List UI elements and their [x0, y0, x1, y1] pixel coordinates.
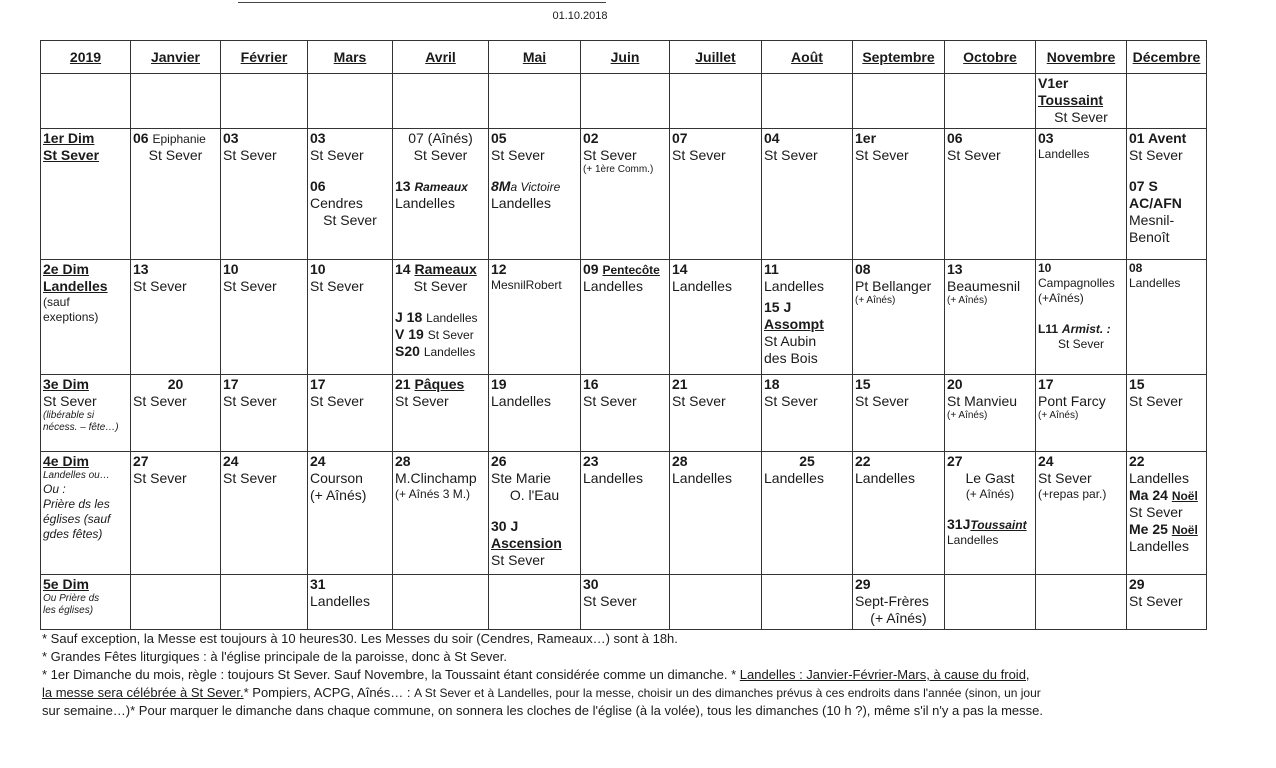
- top-rule: [238, 2, 606, 3]
- table-cell: [670, 260, 762, 375]
- table-cell: [853, 375, 945, 452]
- cell-text: 03: [310, 130, 326, 146]
- header-row: [41, 41, 1207, 74]
- cell-text: St Sever: [413, 147, 468, 163]
- cell-text: 31: [310, 576, 326, 592]
- cell-text: St Manvieu: [947, 393, 1018, 409]
- cell-text: 3e Dim: [43, 376, 89, 392]
- cell-text: Landelles: [395, 195, 455, 211]
- cell-text: 5e Dim: [43, 576, 89, 592]
- table-cell: [853, 575, 945, 630]
- cell-text: Pentecôte: [602, 263, 660, 277]
- table-row: [41, 375, 1207, 452]
- footnote-line: sur semaine…)* Pour marquer le dimanche dans chaque commune, on sonnera les cloches de l'église (à la volée), tous les dimanches (10 h ?), même s'il n'y a pas la messe.: [42, 703, 1043, 718]
- cell-text: 26: [491, 453, 507, 469]
- cell-text: Prière ds les: [43, 497, 110, 511]
- cell-text: Campagnolles: [1038, 276, 1115, 290]
- cell-text: St Sever: [583, 393, 637, 409]
- table-cell: [762, 129, 853, 260]
- table-cell: [670, 129, 762, 260]
- cell-text: Assompt: [764, 316, 824, 332]
- cell-text: églises (sauf: [43, 512, 111, 526]
- cell-text: 22: [1129, 453, 1145, 469]
- table-row: [41, 260, 1207, 375]
- cell-text: Sept-Frères: [855, 593, 929, 609]
- cell-text: St Sever: [764, 147, 818, 163]
- cell-text: St Sever: [1129, 504, 1183, 520]
- footnote-line: * Grandes Fêtes liturgiques : à l'église principale de la paroisse, donc à St Sever.: [42, 649, 507, 664]
- table-cell: [1127, 375, 1207, 452]
- cell-text: 15: [1129, 376, 1145, 392]
- cell-text: Landelles: [583, 278, 643, 294]
- table-cell: [131, 452, 221, 575]
- table-cell: [393, 575, 489, 630]
- cell-text: St Sever: [764, 393, 818, 409]
- cell-text: (+repas par.): [1038, 487, 1107, 501]
- cell-text: 24: [1038, 453, 1054, 469]
- table-cell: [393, 74, 489, 129]
- table-cell: [945, 129, 1036, 260]
- cell-text: 27: [947, 453, 963, 469]
- cell-text: Epiphanie: [152, 132, 206, 146]
- cell-text: Pâques: [414, 376, 465, 392]
- cell-text: Rameaux: [414, 180, 468, 194]
- cell-text: 08: [855, 261, 871, 277]
- cell-text: 28: [672, 453, 688, 469]
- cell-text: Landelles ou…: [43, 470, 110, 481]
- cell-text: Benoît: [1129, 229, 1170, 245]
- month-header: Septembre: [853, 41, 945, 74]
- cell-text: St Sever: [133, 393, 187, 409]
- cell-text: Le Gast: [965, 470, 1015, 486]
- month-header: Octobre: [945, 41, 1036, 74]
- cell-text: St Sever: [223, 470, 277, 486]
- cell-text: 07 S: [1129, 178, 1158, 194]
- cell-text: St Sever: [1054, 109, 1108, 125]
- table-cell: [489, 575, 581, 630]
- table-cell: [853, 260, 945, 375]
- table-cell: [1127, 129, 1207, 260]
- cell-text: St Sever: [427, 328, 474, 342]
- cell-text: Landelles: [43, 278, 108, 294]
- table-cell: [308, 260, 393, 375]
- row-label: [41, 575, 131, 630]
- cell-text: (+ Aînés 3 M.): [395, 487, 471, 501]
- cell-text: St Aubin: [764, 333, 817, 349]
- mass-calendar-table: [40, 40, 1207, 630]
- table-cell: [489, 129, 581, 260]
- cell-text: St Sever: [223, 393, 277, 409]
- table-cell: [945, 452, 1036, 575]
- cell-text: St Sever: [1129, 147, 1183, 163]
- cell-text: St Sever: [583, 593, 637, 609]
- table-cell: [762, 74, 853, 129]
- table-cell: [131, 260, 221, 375]
- cell-text: 15: [855, 376, 871, 392]
- cell-text: Landelles: [764, 470, 824, 486]
- cell-text: St Sever: [583, 147, 637, 163]
- cell-text: 25: [799, 453, 815, 469]
- cell-text: St Sever: [395, 393, 449, 409]
- cell-text: St Sever: [855, 393, 909, 409]
- cell-text: (+ 1ère Comm.): [583, 164, 654, 175]
- cell-text: 15 J: [764, 299, 792, 315]
- table-cell: [221, 575, 308, 630]
- cell-text: 17: [310, 376, 326, 392]
- table-cell: [1036, 260, 1127, 375]
- table-cell: [221, 452, 308, 575]
- cell-text: St Sever: [855, 147, 909, 163]
- cell-text: (+ Aînés): [965, 487, 1015, 501]
- cell-text: St Sever: [1129, 593, 1183, 609]
- table-cell: [131, 375, 221, 452]
- cell-text: St Sever: [43, 393, 97, 409]
- cell-text: Rameaux: [414, 261, 477, 277]
- cell-text: Landelles: [310, 593, 370, 609]
- table-cell: [393, 452, 489, 575]
- cell-text: Ma 24: [1129, 487, 1168, 503]
- footnote-line: * Sauf exception, la Messe est toujours à 10 heures30. Les Messes du soir (Cendres, Rameaux…) sont à 18h.: [42, 631, 678, 646]
- cell-text: Noël: [1171, 489, 1198, 503]
- cell-text: Landelles: [491, 393, 551, 409]
- cell-text: St Sever: [310, 278, 364, 294]
- table-cell: [581, 129, 670, 260]
- table-cell: [762, 375, 853, 452]
- footnote-line: [42, 666, 1242, 684]
- footnote-text: Landelles : Janvier-Février-Mars, à cause du froid,: [739, 667, 1030, 682]
- table-cell: [489, 452, 581, 575]
- cell-text: 02: [583, 130, 599, 146]
- cell-text: Ou :: [43, 482, 66, 496]
- month-header: Janvier: [131, 41, 221, 74]
- cell-text: (+ Aînés): [1038, 410, 1079, 421]
- month-header: Mars: [308, 41, 393, 74]
- table-cell: [308, 452, 393, 575]
- cell-text: Landelles: [1129, 538, 1189, 554]
- cell-text: 04: [764, 130, 780, 146]
- cell-text: M.Clinchamp: [395, 470, 477, 486]
- table-cell: [762, 452, 853, 575]
- cell-text: 17: [1038, 376, 1054, 392]
- cell-text: 10: [223, 261, 239, 277]
- cell-text: St Sever: [947, 147, 1001, 163]
- row-label: [41, 129, 131, 260]
- cell-text: Landelles: [947, 533, 999, 547]
- cell-text: 03: [223, 130, 239, 146]
- table-cell: [308, 74, 393, 129]
- table-cell: [1127, 74, 1207, 129]
- cell-text: Landelles: [1129, 470, 1189, 486]
- table-cell: [393, 375, 489, 452]
- table-cell: [670, 575, 762, 630]
- table-cell: [945, 260, 1036, 375]
- table-cell: [308, 575, 393, 630]
- cell-text: 13: [133, 261, 149, 277]
- table-cell: [41, 74, 131, 129]
- cell-text: 24: [223, 453, 239, 469]
- cell-text: nécess. – fête…): [43, 422, 119, 433]
- table-cell: [945, 375, 1036, 452]
- table-cell: [670, 452, 762, 575]
- cell-text: St Sever: [672, 147, 726, 163]
- cell-text: St Sever: [1038, 470, 1092, 486]
- cell-text: O. l'Eau: [509, 487, 560, 503]
- row-label: [41, 375, 131, 452]
- cell-text: 13: [947, 261, 963, 277]
- footnote-line: [42, 684, 1242, 702]
- table-cell: [489, 375, 581, 452]
- row-label: [41, 260, 131, 375]
- table-cell: [853, 74, 945, 129]
- table-cell: [1036, 452, 1127, 575]
- cell-text: St Sever: [310, 393, 364, 409]
- cell-text: 21: [672, 376, 688, 392]
- cell-text: 28: [395, 453, 411, 469]
- cell-text: Landelles: [672, 470, 732, 486]
- cell-text: (libérable si: [43, 410, 95, 421]
- cell-text: S20: [395, 343, 420, 359]
- cell-text: 05: [491, 130, 507, 146]
- cell-text: 22: [855, 453, 871, 469]
- cell-text: Landelles: [426, 311, 478, 325]
- cell-text: 1er Dim: [43, 130, 95, 146]
- cell-text: Pt Bellanger: [855, 278, 932, 294]
- cell-text: Beaumesnil: [947, 278, 1021, 294]
- cell-text: V1er: [1038, 75, 1069, 91]
- month-header: Avril: [393, 41, 489, 74]
- table-cell: [1036, 74, 1127, 129]
- month-header: Décembre: [1127, 41, 1207, 74]
- cell-text: 08: [1129, 261, 1143, 275]
- cell-text: Pont Farcy: [1038, 393, 1106, 409]
- cell-text: (+ Aînés): [310, 487, 367, 503]
- cell-text: J 18: [395, 309, 423, 325]
- footnote-text: * Pompiers, ACPG, Aînés… :: [243, 685, 415, 700]
- cell-text: St Sever: [672, 393, 726, 409]
- cell-text: 18: [764, 376, 780, 392]
- cell-text: Landelles: [1038, 147, 1090, 161]
- table-cell: [670, 74, 762, 129]
- cell-text: 8M: [491, 178, 511, 194]
- cell-text: 06: [133, 130, 149, 146]
- cell-text: Toussaint: [1038, 92, 1104, 108]
- cell-text: Cendres: [310, 195, 363, 211]
- document-date: 01.10.2018: [552, 10, 608, 22]
- cell-text: 16: [583, 376, 599, 392]
- table-cell: [393, 260, 489, 375]
- cell-text: (+ Aînés): [855, 295, 896, 306]
- table-cell: [221, 260, 308, 375]
- cell-text: St Sever: [1057, 337, 1105, 351]
- table-cell: [131, 129, 221, 260]
- cell-text: 29: [855, 576, 871, 592]
- table-cell: [221, 129, 308, 260]
- table-cell: [1127, 452, 1207, 575]
- cell-text: Ou Prière ds: [43, 593, 100, 604]
- table-cell: [853, 129, 945, 260]
- cell-text: (+ Aînés): [947, 295, 988, 306]
- cell-text: gdes fêtes): [43, 527, 103, 541]
- cell-text: 07: [672, 130, 688, 146]
- table-cell: [221, 375, 308, 452]
- cell-text: St Sever: [133, 470, 187, 486]
- cell-text: Ascension: [491, 535, 562, 551]
- cell-text: Armist. :: [1061, 322, 1111, 336]
- cell-text: Landelles: [764, 278, 824, 294]
- cell-text: Mesnil-: [1129, 212, 1175, 228]
- table-row: [41, 74, 1207, 129]
- cell-text: Landelles: [491, 195, 551, 211]
- cell-text: St Sever: [310, 147, 364, 163]
- cell-text: AC/AFN: [1129, 195, 1182, 211]
- table-row: [41, 452, 1207, 575]
- table-cell: [1127, 575, 1207, 630]
- cell-text: 20: [167, 376, 184, 392]
- table-cell: [131, 74, 221, 129]
- table-cell: [945, 74, 1036, 129]
- year-header: 2019: [41, 41, 131, 74]
- cell-text: 09: [583, 261, 599, 277]
- cell-text: (sauf: [43, 295, 70, 309]
- cell-text: Landelles: [1129, 276, 1181, 290]
- table-cell: [131, 575, 221, 630]
- cell-text: St Sever: [43, 147, 100, 163]
- table-cell: [581, 375, 670, 452]
- footnote-text: A St Sever et à Landelles, pour la messe, choisir un des dimanches prévus à ces endroits dans l'année (sinon, un jour: [414, 686, 1041, 700]
- cell-text: 10: [310, 261, 326, 277]
- cell-text: St Sever: [133, 278, 187, 294]
- cell-text: exeptions): [43, 310, 99, 324]
- cell-text: (+ Aînés): [947, 410, 988, 421]
- month-header: Mai: [489, 41, 581, 74]
- cell-text: 17: [223, 376, 239, 392]
- cell-text: 23: [583, 453, 599, 469]
- cell-text: 11: [764, 261, 779, 277]
- table-cell: [1036, 129, 1127, 260]
- cell-text: 07 (Aînés): [408, 130, 473, 146]
- cell-text: MesnilRobert: [491, 278, 562, 292]
- footnote-text: * 1er Dimanche du mois, règle : toujours St Sever. Sauf Novembre, la Toussaint étant considérée comme un dimanche. *: [42, 667, 740, 682]
- cell-text: 06: [310, 178, 326, 194]
- cell-text: 30 J: [491, 518, 519, 534]
- table-cell: [762, 260, 853, 375]
- cell-text: 21: [395, 376, 411, 392]
- cell-text: St Sever: [223, 278, 277, 294]
- table-row: [41, 575, 1207, 630]
- cell-text: St Sever: [1129, 393, 1183, 409]
- cell-text: St Sever: [148, 147, 203, 163]
- cell-text: 27: [133, 453, 149, 469]
- cell-text: Toussaint: [970, 518, 1027, 532]
- table-cell: [308, 129, 393, 260]
- month-header: Juillet: [670, 41, 762, 74]
- table-cell: [581, 452, 670, 575]
- table-cell: [581, 260, 670, 375]
- cell-text: Landelles: [855, 470, 915, 486]
- cell-text: 31J: [947, 516, 971, 532]
- cell-text: St Sever: [223, 147, 277, 163]
- table-cell: [308, 375, 393, 452]
- cell-text: des Bois: [764, 350, 818, 366]
- cell-text: 30: [583, 576, 599, 592]
- cell-text: 01 Avent: [1129, 130, 1187, 146]
- cell-text: St Sever: [491, 552, 545, 568]
- table-cell: [581, 575, 670, 630]
- table-cell: [221, 74, 308, 129]
- cell-text: Landelles: [423, 345, 476, 359]
- cell-text: 4e Dim: [43, 453, 89, 469]
- cell-text: Ste Marie: [491, 470, 551, 486]
- cell-text: Landelles: [672, 278, 732, 294]
- table-cell: [853, 452, 945, 575]
- cell-text: 14: [672, 261, 688, 277]
- cell-text: 24: [310, 453, 326, 469]
- cell-text: 19: [491, 376, 507, 392]
- cell-text: 20: [947, 376, 963, 392]
- table-row: [41, 129, 1207, 260]
- cell-text: 06: [947, 130, 963, 146]
- cell-text: 03: [1038, 130, 1054, 146]
- footnote-text: la messe sera célébrée à St Sever.: [42, 685, 244, 700]
- table-cell: [1127, 260, 1207, 375]
- table-cell: [489, 260, 581, 375]
- table-cell: [1036, 575, 1127, 630]
- cell-text: L11: [1038, 322, 1059, 336]
- month-header: Février: [221, 41, 308, 74]
- cell-text: St Sever: [413, 278, 468, 294]
- cell-text: 10: [1038, 261, 1052, 275]
- cell-text: Me 25: [1129, 521, 1168, 537]
- cell-text: 29: [1129, 576, 1145, 592]
- cell-text: 12: [491, 261, 507, 277]
- footnotes: [42, 630, 1242, 720]
- cell-text: Noël: [1171, 523, 1198, 537]
- month-header: Août: [762, 41, 853, 74]
- cell-text: Landelles: [583, 470, 643, 486]
- table-cell: [670, 375, 762, 452]
- cell-text: St Sever: [491, 147, 545, 163]
- cell-text: (+Aînés): [1038, 291, 1084, 305]
- cell-text: 14: [395, 261, 411, 277]
- month-header: Juin: [581, 41, 670, 74]
- table-cell: [581, 74, 670, 129]
- cell-text: 2e Dim: [43, 261, 89, 277]
- table-cell: [489, 74, 581, 129]
- table-cell: [945, 575, 1036, 630]
- month-header: Novembre: [1036, 41, 1127, 74]
- cell-text: V 19: [395, 326, 424, 342]
- cell-text: St Sever: [323, 212, 377, 228]
- table-cell: [1036, 375, 1127, 452]
- cell-text: les églises): [43, 605, 94, 616]
- cell-text: Courson: [310, 470, 363, 486]
- cell-text: (+ Aînés): [870, 610, 927, 626]
- cell-text: 1er: [855, 130, 877, 146]
- table-cell: [762, 575, 853, 630]
- table-cell: [393, 129, 489, 260]
- cell-text: 13: [395, 178, 411, 194]
- cell-text: a Victoire: [510, 180, 561, 194]
- row-label: [41, 452, 131, 575]
